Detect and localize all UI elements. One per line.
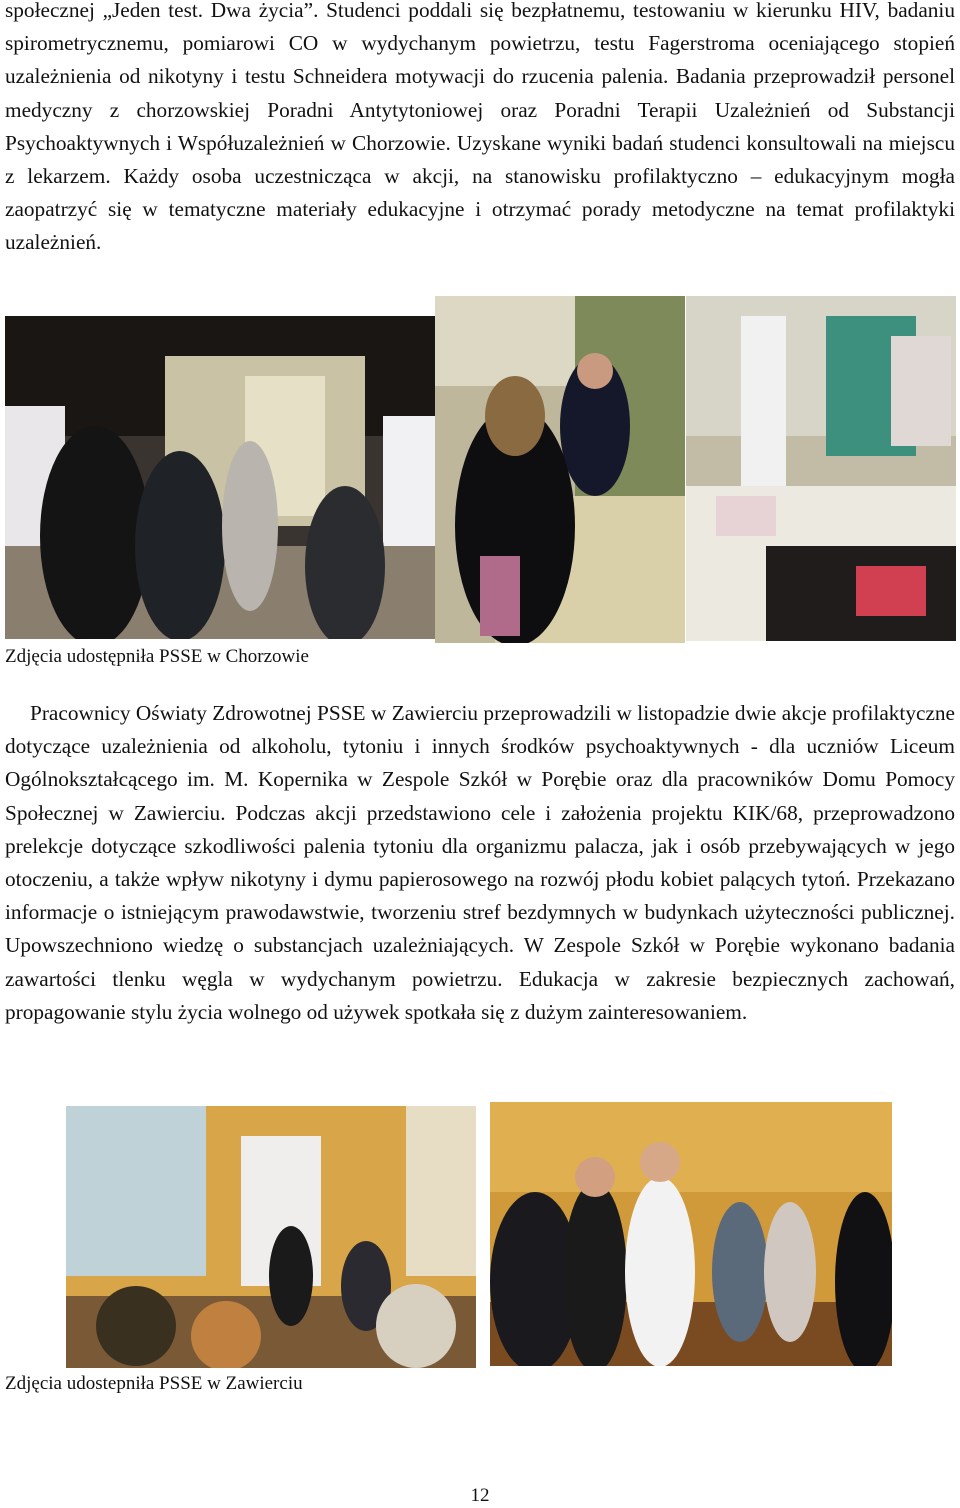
photo-caption-chorzow: Zdjęcia udostępniła PSSE w Chorzowie [5, 646, 309, 667]
photo-doctor-consultation [435, 296, 685, 643]
photo-group-demonstration [490, 1102, 892, 1366]
paragraph-chorzow: społecznej „Jeden test. Dwa życia”. Studenci poddali się bezpłatnemu, testowaniu w kierunku HIV, badaniu spirometrycznemu, pomiarowi CO w wydychanym powietrzu, testu Fagerstroma oceniającego stopień uzależnienia od nikotyny i testu Schneidera motywacji do rzucenia palenia. Badania przeprowadził personel medyczny z chorzowskiej Poradni Antytytoniowej oraz Poradni Terapii Uzależnień od Substancji Psychoaktywnych i Współuzależnień w Chorzowie. Uzyskane wyniki badań studenci konsultowali na miejscu z lekarzem. Każdy osoba uczestnicząca w akcji, na stanowisku profilaktyczno – edukacyjnym mogła zaopatrzyć się w tematyczne materiały edukacyjne i otrzymać porady metodyczne na temat profilaktyki uzależnień. [5, 0, 955, 255]
photo-classroom-lecture [66, 1106, 476, 1368]
photo-materials-table [686, 296, 956, 641]
paragraph-zawiercie: Pracownicy Oświaty Zdrowotnej PSSE w Zawierciu przeprowadzili w listopadzie dwie akcje profilaktyczne dotyczące uzależnienia od alkoholu, tytoniu i innych środków psychoaktywnych - dla uczniów Liceum Ogólnokształcącego im. M. Kopernika w Zespole Szkół w Porębie oraz dla pracowników Domu Pomocy Społecznej w Zawierciu. Podczas akcji przedstawiono cele i założenia projektu KIK/68, przeprowadzono prelekcje dotyczące szkodliwości palenia tytoniu dla organizmu palacza, jak i osób przebywających w jego otoczeniu, a także wpływ nikotyny i dymu papierosowego na rozwój płodu kobiet palących tytoń. Przekazano informacje o istniejącym prawodawstwie, tworzeniu stref bezdymnych w budynkach użyteczności publicznej. Upowszechniono wiedzę o substancjach uzależniających. W Zespole Szkół w Porębie wykonano badania zawartości tlenku węgla w wydychanym powietrzu. Edukacja w zakresie bezpiecznych zachowań, propagowanie stylu życia wolnego od używek spotkała się z dużym zainteresowaniem. [5, 701, 955, 1024]
photo-hallway-students [5, 316, 435, 639]
photo-caption-zawiercie: Zdjęcia udostepniła PSSE w Zawierciu [5, 1373, 303, 1394]
page-number: 12 [470, 1485, 490, 1506]
